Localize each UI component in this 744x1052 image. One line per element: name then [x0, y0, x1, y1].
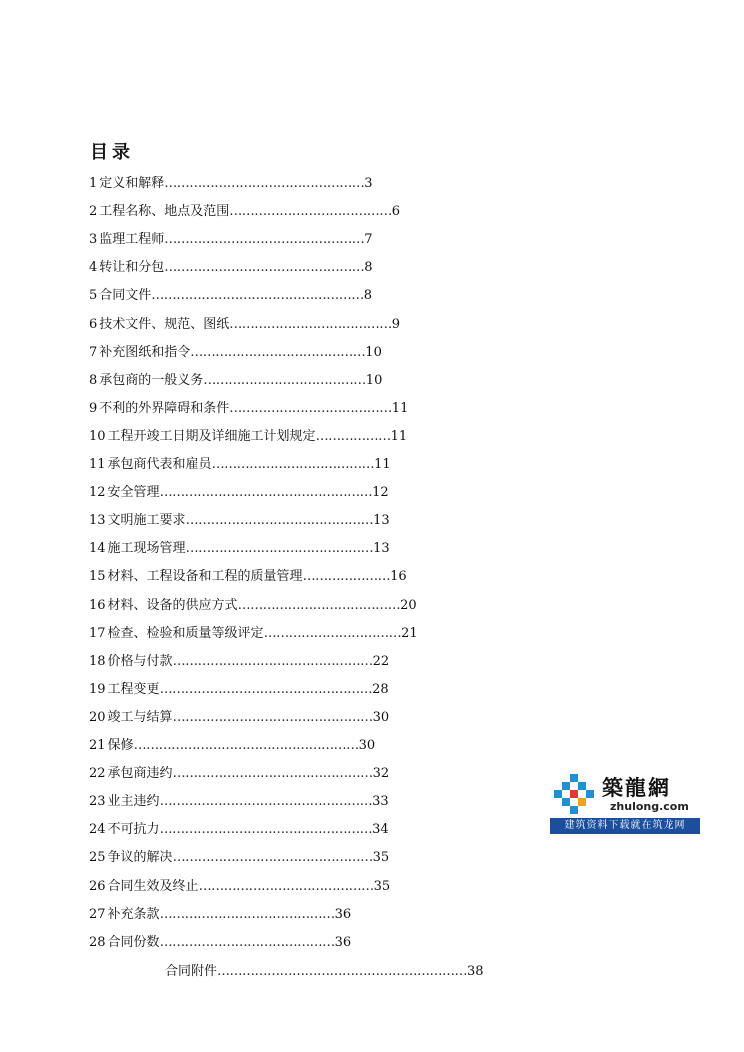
toc-entry-page: 36 — [334, 934, 352, 950]
toc-entry-leader: ………………………………………… — [172, 766, 373, 782]
toc-entry-label: 不可抗力 — [107, 822, 160, 838]
toc-entry-page: 30 — [358, 738, 376, 753]
toc-entry-label: 定义和解释 — [99, 176, 165, 191]
toc-entry[interactable] — [89, 738, 375, 754]
toc-entry-number: 17 — [89, 625, 106, 641]
toc-appendix-entry[interactable] — [165, 964, 484, 980]
toc-entry-page: 3 — [364, 176, 373, 191]
toc-entry-page: 33 — [372, 794, 389, 810]
toc-entry-label: 争议的解决 — [107, 850, 173, 866]
toc-entry-number: 18 — [89, 653, 106, 669]
toc-entry-number: 25 — [89, 850, 106, 866]
toc-entry-number: 23 — [89, 794, 106, 810]
toc-entry-page: 10 — [365, 372, 383, 388]
toc-entry-page: 36 — [334, 906, 352, 922]
toc-entry-leader: …………………………… — [263, 625, 402, 641]
toc-entry-label: 业主违约 — [107, 794, 160, 810]
toc-entry-leader: …………………………………………… — [159, 822, 373, 838]
toc-entry-leader: …………………………………… — [159, 906, 335, 922]
toc-entry[interactable] — [89, 373, 382, 389]
toc-entry-number: 13 — [89, 513, 106, 529]
toc-entry-page: 21 — [401, 625, 418, 641]
logo-chinese-name: 築龍網 — [602, 775, 671, 800]
toc-entry-leader: ………………………………………… — [172, 653, 373, 669]
toc-entry-number: 27 — [89, 906, 106, 922]
toc-entry[interactable] — [89, 569, 407, 585]
toc-entry-number: 7 — [89, 344, 98, 360]
toc-entry-leader: ………………………………………… — [172, 850, 373, 866]
toc-entry-label: 施工现场管理 — [107, 541, 186, 557]
toc-entry-page: 9 — [391, 316, 401, 332]
toc-entry-number: 12 — [89, 485, 106, 501]
logo-banner: 建筑资料下载就在筑龙网 — [550, 818, 700, 834]
toc-entry-leader: …………………………………………… — [159, 681, 373, 697]
toc-entry-page: 35 — [372, 850, 390, 866]
toc-entry-leader: …………………………………………… — [159, 794, 373, 810]
toc-entry-label: 监理工程师 — [99, 232, 165, 248]
toc-entry-number: 14 — [89, 541, 106, 557]
toc-entry[interactable] — [89, 935, 351, 951]
toc-entry-leader: …………………………………… — [198, 878, 374, 894]
toc-entry-number: 10 — [89, 428, 106, 444]
toc-entry[interactable] — [89, 822, 389, 838]
toc-entry-leader: …………………………………………… — [159, 485, 373, 501]
toc-entry-page: 32 — [372, 766, 390, 782]
toc-entry-page: 30 — [372, 709, 390, 725]
toc-entry-number: 2 — [89, 204, 98, 220]
toc-entry[interactable] — [89, 176, 373, 192]
toc-entry[interactable] — [89, 654, 389, 670]
toc-entry-number: 21 — [89, 738, 106, 753]
toc-entry-page: 20 — [400, 597, 417, 613]
toc-entry-number: 11 — [89, 457, 106, 472]
toc-entry-number: 8 — [89, 372, 98, 388]
toc-entry-label: 承包商的一般义务 — [99, 372, 204, 388]
toc-entry-label: 竣工与结算 — [107, 709, 173, 725]
toc-entry[interactable] — [89, 541, 390, 557]
toc-title: 目录 — [90, 142, 134, 163]
toc-entry-label: 技术文件、规范、图纸 — [99, 316, 230, 332]
toc-entry[interactable] — [89, 288, 372, 304]
toc-entry-leader: ………………………………………… — [164, 232, 365, 248]
toc-entry[interactable] — [89, 850, 389, 866]
toc-entry-label: 补充条款 — [107, 906, 160, 922]
toc-appendix-page: 38 — [467, 963, 484, 979]
toc-entry-label: 材料、工程设备和工程的质量管理 — [107, 569, 303, 585]
toc-entry-label: 检查、检验和质量等级评定 — [107, 625, 264, 641]
toc-entry-label: 保修 — [107, 738, 134, 753]
toc-entry-leader: ……………………………………… — [185, 513, 374, 529]
toc-entry-label: 工程开竣工日期及详细施工计划规定 — [107, 428, 316, 444]
toc-entry-label: 转让和分包 — [99, 260, 165, 276]
toc-entry[interactable] — [89, 317, 400, 333]
toc-entry[interactable] — [89, 401, 408, 417]
toc-entry-leader: ……………………………………………… — [133, 738, 359, 753]
toc-entry-leader: ………………………………… — [211, 457, 375, 472]
toc-entry[interactable] — [89, 907, 351, 923]
toc-entry-number: 5 — [89, 288, 98, 304]
toc-entry-page: 7 — [364, 232, 373, 248]
toc-entry-leader: ………………………………………… — [164, 260, 365, 276]
toc-entry-label: 工程变更 — [107, 681, 160, 697]
toc-entry-page: 12 — [372, 485, 389, 501]
toc-entry-number: 22 — [89, 766, 106, 782]
toc-entry-page: 10 — [365, 344, 382, 360]
toc-entry-page: 22 — [372, 653, 390, 669]
toc-entry[interactable] — [89, 682, 389, 698]
toc-entry-label: 合同生效及终止 — [107, 878, 199, 894]
toc-entry[interactable] — [89, 232, 373, 248]
toc-entry-number: 20 — [89, 709, 106, 725]
toc-entry-number: 6 — [89, 316, 98, 332]
toc-entry-label: 安全管理 — [107, 485, 160, 501]
toc-entry-page: 28 — [372, 681, 389, 697]
toc-entry-number: 24 — [89, 822, 106, 838]
toc-entry[interactable] — [89, 345, 382, 361]
toc-entry-label: 工程名称、地点及范围 — [99, 204, 230, 220]
toc-appendix-leader: …………………………………………………… — [217, 963, 468, 979]
toc-entry-page: 6 — [391, 204, 401, 220]
toc-entry-leader: ………………………………… — [237, 597, 401, 613]
toc-entry-label: 合同文件 — [99, 288, 152, 304]
toc-entry-page: 13 — [373, 513, 390, 529]
toc-entry-label: 补充图纸和指令 — [99, 344, 191, 360]
toc-entry[interactable] — [89, 260, 373, 276]
toc-entry[interactable] — [89, 598, 417, 614]
toc-entry-label: 价格与付款 — [107, 653, 173, 669]
toc-entry-page: 13 — [373, 541, 390, 557]
toc-entry[interactable] — [89, 204, 400, 220]
toc-entry-number: 1 — [89, 176, 98, 191]
toc-entry[interactable] — [89, 429, 407, 445]
toc-entry-leader: ………………………………… — [203, 372, 366, 388]
toc-entry[interactable] — [89, 485, 389, 501]
toc-entry[interactable] — [89, 794, 389, 810]
toc-entry-leader: ………………………………………… — [172, 709, 373, 725]
toc-entry-leader: ……………………………………… — [185, 541, 374, 557]
toc-entry-label: 承包商代表和雇员 — [107, 457, 212, 472]
toc-entry-label: 文明施工要求 — [107, 513, 186, 529]
toc-entry-page: 11 — [390, 428, 408, 444]
toc-entry-leader: ………………………………………… — [164, 176, 365, 191]
toc-entry-number: 3 — [89, 232, 98, 248]
toc-entry[interactable] — [89, 513, 390, 529]
toc-entry-number: 9 — [89, 400, 98, 416]
toc-entry-number: 15 — [89, 569, 106, 585]
toc-entry-leader: ……………… — [315, 428, 391, 444]
toc-entry-leader: …………………………………… — [190, 344, 366, 360]
toc-entry-leader: ………………… — [302, 569, 391, 585]
toc-entry-page: 8 — [364, 260, 373, 276]
zhulong-logo-icon — [552, 772, 596, 816]
toc-entry[interactable] — [89, 626, 418, 642]
toc-entry-leader: ………………………………… — [229, 316, 392, 332]
toc-entry-number: 19 — [89, 681, 106, 697]
toc-entry-page: 16 — [390, 569, 407, 585]
toc-entry-leader: ………………………………… — [229, 400, 392, 416]
toc-entry[interactable] — [89, 457, 391, 473]
toc-entry[interactable] — [89, 766, 389, 782]
toc-entry[interactable] — [89, 710, 389, 726]
toc-entry-leader: …………………………………… — [159, 934, 335, 950]
toc-entry-page: 8 — [363, 288, 373, 304]
toc-appendix-label: 合同附件 — [165, 963, 218, 979]
toc-entry-label: 承包商违约 — [107, 766, 173, 782]
toc-entry[interactable] — [89, 879, 390, 895]
zhulong-logo — [550, 770, 700, 836]
toc-entry-label: 合同份数 — [107, 934, 160, 950]
toc-entry-number: 26 — [89, 878, 106, 894]
toc-entry-label: 材料、设备的供应方式 — [107, 597, 238, 613]
logo-domain: zhulong.com — [610, 800, 689, 813]
toc-entry-page: 35 — [373, 878, 391, 894]
toc-entry-number: 28 — [89, 934, 106, 950]
toc-entry-leader: …………………………………………… — [151, 288, 364, 304]
toc-entry-leader: ………………………………… — [229, 204, 392, 220]
toc-entry-label: 不利的外界障碍和条件 — [99, 400, 230, 416]
toc-entry-page: 11 — [391, 400, 409, 416]
toc-entry-number: 4 — [89, 260, 98, 276]
toc-entry-number: 16 — [89, 597, 106, 613]
toc-entry-page: 34 — [372, 822, 389, 838]
toc-entry-page: 11 — [374, 457, 391, 472]
